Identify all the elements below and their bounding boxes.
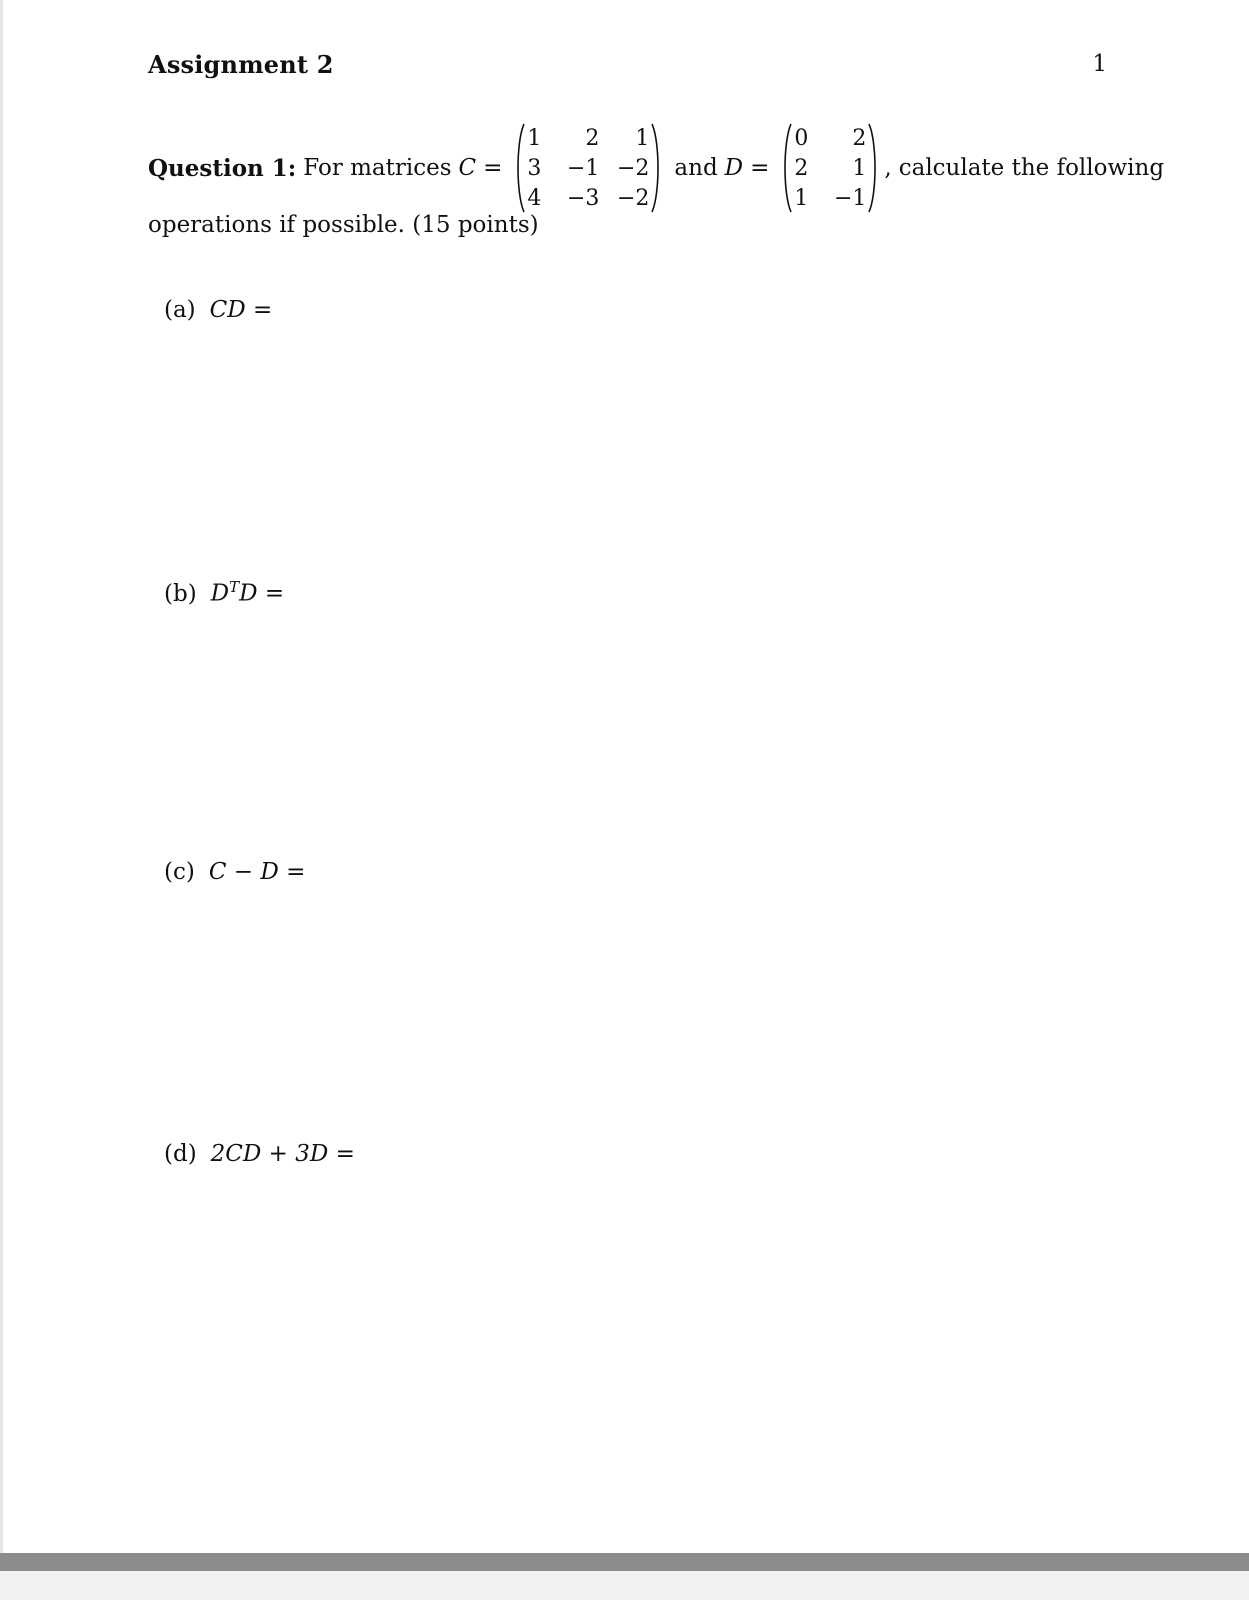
matrix-d-symbol: D xyxy=(724,155,744,181)
equals-sign: = xyxy=(750,155,770,181)
part-label: (a) xyxy=(164,297,196,323)
matrix-cell: 3 xyxy=(527,155,542,181)
matrix-cell: 0 xyxy=(794,125,809,151)
matrix-d-grid xyxy=(792,124,868,213)
matrix-cell: 2 xyxy=(585,125,600,151)
part-expression: CD = xyxy=(209,297,273,323)
matrix-c-symbol: C xyxy=(458,155,477,181)
part-b xyxy=(164,578,284,607)
matrix-cell: −1 xyxy=(833,185,867,211)
matrix-cell: 1 xyxy=(852,155,867,181)
matrix-cell: −1 xyxy=(566,155,600,181)
question-tail: calculate the following xyxy=(898,155,1165,181)
part-c xyxy=(164,859,305,885)
matrix-cell: 4 xyxy=(527,185,542,211)
matrix-cell: 1 xyxy=(527,125,542,151)
matrix-cell: 2 xyxy=(852,125,867,151)
part-a xyxy=(164,297,272,323)
matrix-c xyxy=(513,122,663,214)
matrix-cell: 1 xyxy=(635,125,650,151)
question-label: Question 1: xyxy=(148,154,297,182)
matrix-c-grid xyxy=(525,124,651,213)
matrix-cell: −3 xyxy=(566,185,600,211)
next-page-edge xyxy=(0,1571,1249,1600)
part-expression: C − D = xyxy=(208,859,306,885)
matrix-cell: −2 xyxy=(616,155,650,181)
right-paren-icon xyxy=(868,122,880,214)
question-1-line-2: operations if possible. (15 points) xyxy=(148,212,539,238)
comma: , xyxy=(884,155,892,181)
part-label: (d) xyxy=(164,1141,197,1167)
part-label: (b) xyxy=(164,580,197,607)
matrix-cell: −2 xyxy=(616,185,650,211)
equals-sign: = xyxy=(483,155,503,181)
question-1-line xyxy=(148,122,1164,214)
right-paren-icon xyxy=(651,122,663,214)
left-paren-icon xyxy=(780,122,792,214)
and-text: and xyxy=(674,155,718,181)
question-intro: For matrices xyxy=(303,155,452,181)
header-title: Assignment 2 xyxy=(148,50,334,79)
part-expression: 2CD + 3D = xyxy=(210,1141,355,1167)
left-paren-icon xyxy=(513,122,525,214)
matrix-cell: 1 xyxy=(794,185,809,211)
part-d xyxy=(164,1141,355,1167)
part-expression-base: D xyxy=(210,580,230,607)
page-number: 1 xyxy=(1092,51,1107,77)
matrix-d xyxy=(780,122,880,214)
part-label: (c) xyxy=(164,859,195,885)
matrix-cell: 2 xyxy=(794,155,809,181)
transpose-superscript: T xyxy=(229,578,240,596)
horizontal-scrollbar[interactable] xyxy=(0,1553,1249,1571)
part-expression-rest: D = xyxy=(239,580,285,607)
